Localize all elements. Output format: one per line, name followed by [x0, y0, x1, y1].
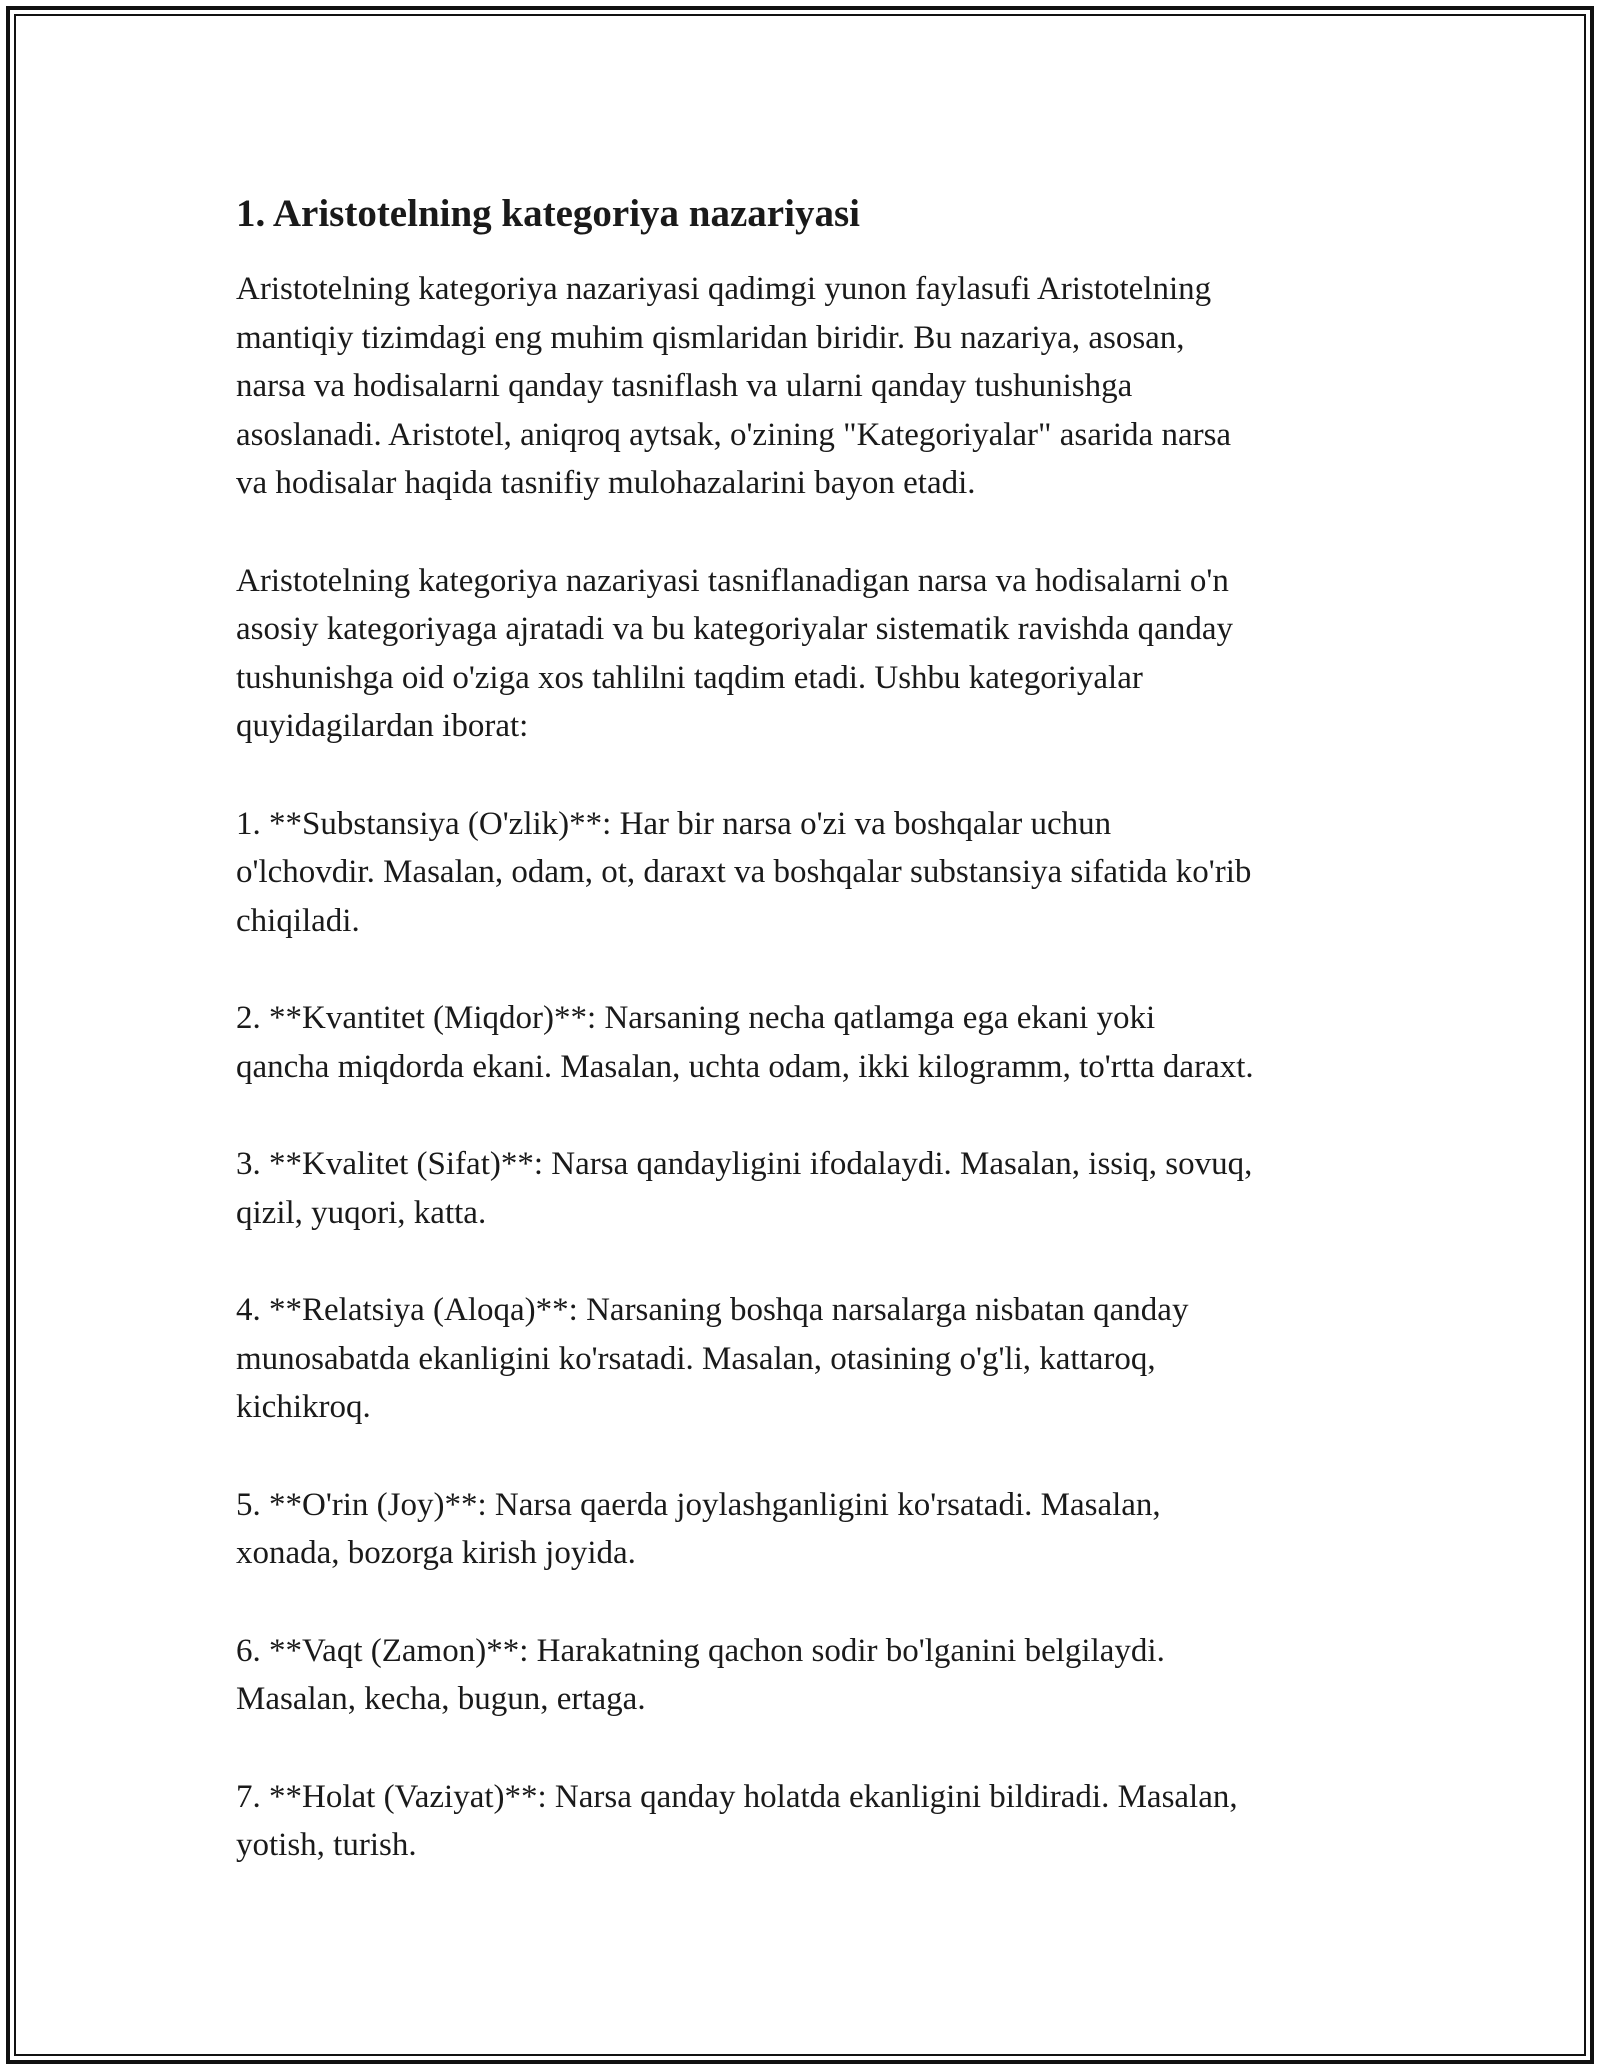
category-item-kvalitet: 3. **Kvalitet (Sifat)**: Narsa qandayligini ifodalaydi. Masalan, issiq, sovuq, qizil, yuqori, katta.	[236, 1146, 1253, 1231]
category-item-orin: 5. **O'rin (Joy)**: Narsa qaerda joylashganligini ko'rsatadi. Masalan, xonada, bozorga kirish joyida.	[236, 1486, 1161, 1571]
category-item-relatsiya: 4. **Relatsiya (Aloqa)**: Narsaning boshqa narsalarga nisbatan qanday munosabatda ekanligini ko'rsatadi. Masalan, otasining o'g'li, kattaroq, kichikroq.	[236, 1292, 1189, 1425]
category-item-kvantitet: 2. **Kvantitet (Miqdor)**: Narsaning necha qatlamga ega ekani yoki qancha miqdorda ekani. Masalan, uchta odam, ikki kilogramm, to'rtta daraxt.	[236, 1000, 1254, 1085]
category-item-substansiya: 1. **Substansiya (O'zlik)**: Har bir narsa o'zi va boshqalar uchun o'lchovdir. Masalan, odam, ot, daraxt va boshqalar substansiya sifatida ko'rib chiqiladi.	[236, 805, 1252, 939]
category-item-vaqt: 6. **Vaqt (Zamon)**: Harakatning qachon sodir bo'lganini belgilaydi. Masalan, kecha, bugun, ertaga.	[236, 1632, 1165, 1717]
category-item-holat: 7. **Holat (Vaziyat)**: Narsa qanday holatda ekanligini bildiradi. Masalan, yotish, turish.	[236, 1778, 1238, 1863]
intro-paragraph: Aristotelning kategoriya nazariyasi qadimgi yunon faylasufi Aristotelning mantiqiy tizimdagi eng muhim qismlaridan biridir. Bu nazariya, asosan, narsa va hodisalarni qanday tasniflash va ularni qanday tushunishga asoslanadi. Aristotel, aniqroq aytsak, o'zining "Kategoriyalar" asarida narsa va hodisalar haqida tasnifiy mulohazalarini bayon etadi.	[236, 271, 1232, 501]
document-title: 1. Aristotelning kategoriya nazariyasi	[236, 192, 860, 235]
categories-intro-paragraph: Aristotelning kategoriya nazariyasi tasniflanadigan narsa va hodisalarni o'n asosiy kategoriyaga ajratadi va bu kategoriyalar sistematik ravishda qanday tushunishga oid o'ziga xos tahlilni taqdim etadi. Ushbu kategoriyalar quyidagilardan iborat:	[236, 562, 1233, 744]
document-body	[236, 186, 1386, 1870]
